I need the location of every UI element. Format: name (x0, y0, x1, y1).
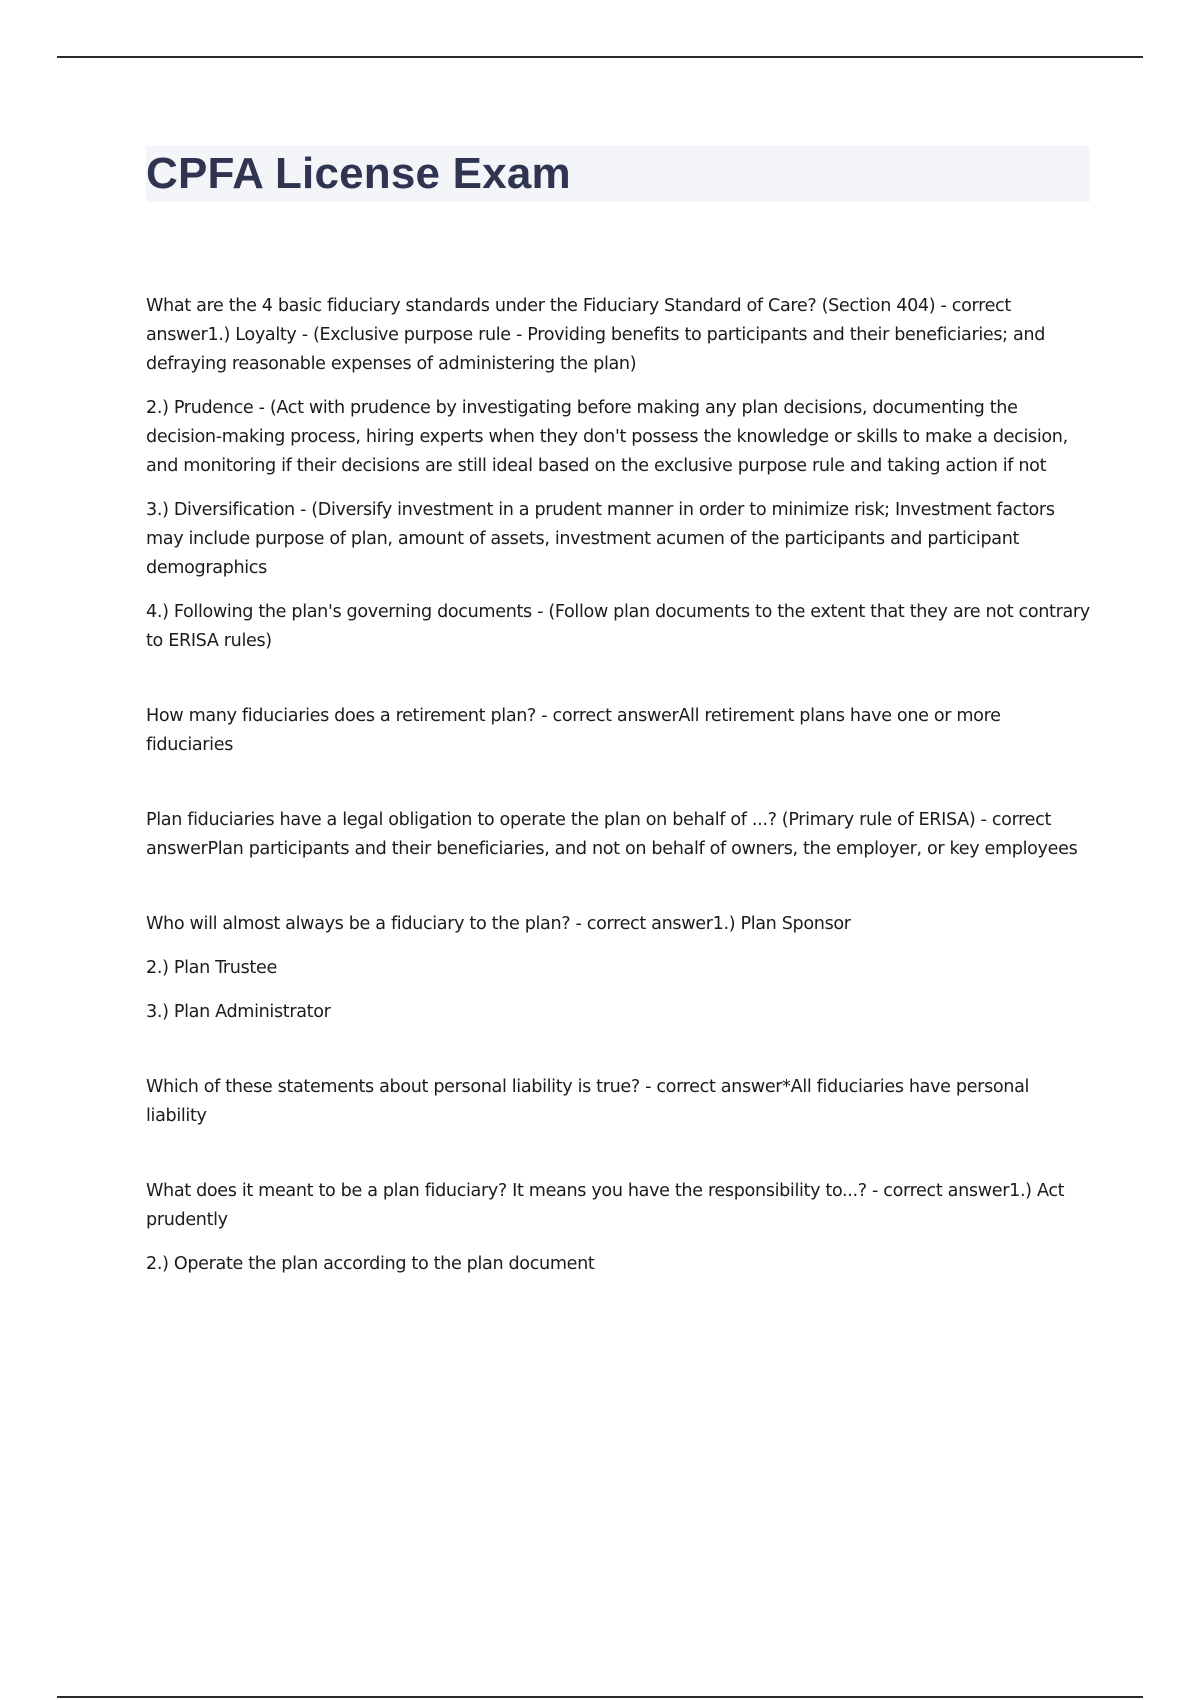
qa-item (146, 806, 1090, 864)
qa-paragraph: 2.) Prudence - (Act with prudence by investigating before making any plan decisions, documenting the decision-making process, hiring experts when they don't possess the knowledge or skills to make a decision, and monitoring if their decisions are still ideal based on the exclusive purpose rule and taking action if not (146, 398, 1068, 476)
qa-paragraph: Which of these statements about personal liability is true? - correct answer*All fiduciaries have personal liability (146, 1077, 1030, 1126)
qa-paragraph: 4.) Following the plan's governing documents - (Follow plan documents to the extent that they are not contrary to ERISA rules) (146, 602, 1090, 651)
qa-paragraph: 3.) Plan Administrator (146, 1002, 331, 1022)
qa-paragraph: 2.) Plan Trustee (146, 958, 277, 978)
qa-paragraph: Who will almost always be a fiduciary to the plan? - correct answer1.) Plan Sponsor (146, 914, 851, 934)
qa-item (146, 1177, 1090, 1279)
top-rule (57, 56, 1143, 58)
qa-item (146, 1073, 1090, 1131)
qa-item (146, 702, 1090, 760)
title-band (146, 146, 1090, 202)
bottom-rule (57, 1696, 1143, 1698)
qa-item (146, 292, 1090, 656)
qa-paragraph: How many fiduciaries does a retirement plan? - correct answerAll retirement plans have one or more fiduciaries (146, 706, 1001, 755)
qa-paragraph: Plan fiduciaries have a legal obligation to operate the plan on behalf of ...? (Primary rule of ERISA) - correct answerPlan participants and their beneficiaries, and not on behalf of owners, the employer, or key employees (146, 810, 1078, 859)
qa-paragraph: 3.) Diversification - (Diversify investment in a prudent manner in order to minimize risk; Investment factors may include purpose of plan, amount of assets, investment acumen of the participants and participant demographics (146, 500, 1055, 578)
qa-paragraph: What does it meant to be a plan fiduciary? It means you have the responsibility to...? - correct answer1.) Act prudently (146, 1181, 1065, 1230)
qa-paragraph: What are the 4 basic fiduciary standards under the Fiduciary Standard of Care? (Section 404) - correct answer1.) Loyalty - (Exclusive purpose rule - Providing benefits to participants and their beneficiaries; and defraying reasonable expenses of administering the plan) (146, 296, 1046, 374)
document-body (146, 146, 1090, 1325)
document-title: CPFA License Exam (146, 149, 571, 198)
qa-paragraph: 2.) Operate the plan according to the plan document (146, 1254, 595, 1274)
qa-item (146, 910, 1090, 1027)
